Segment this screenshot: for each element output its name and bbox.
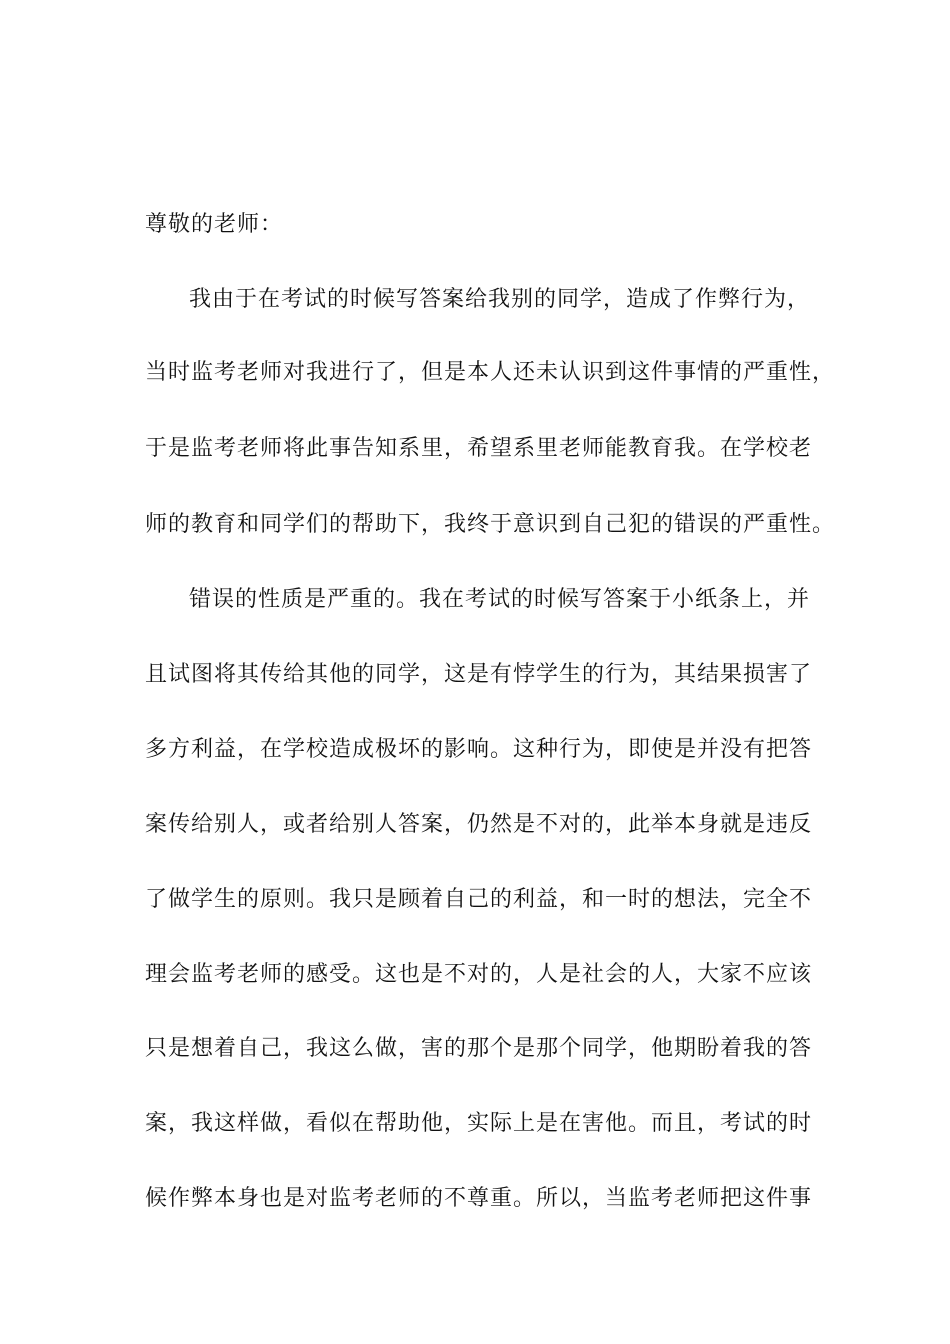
paragraph-2-line-4: 案传给别人，或者给别人答案，仍然是不对的，此举本身就是违反 bbox=[145, 812, 813, 837]
paragraph-2-line-3: 多方利益，在学校造成极坏的影响。这种行为，即使是并没有把答 bbox=[145, 737, 813, 762]
paragraph-2-line-5: 了做学生的原则。我只是顾着自己的利益，和一时的想法，完全不 bbox=[145, 887, 813, 912]
paragraph-1-line-1: 我由于在考试的时候写答案给我别的同学，造成了作弊行为， bbox=[189, 287, 811, 312]
paragraph-1-line-3: 于是监考老师将此事告知系里，希望系里老师能教育我。在学校老 bbox=[145, 436, 813, 461]
paragraph-2-line-6: 理会监考老师的感受。这也是不对的，人是社会的人，大家不应该 bbox=[145, 962, 813, 987]
paragraph-2-line-9: 候作弊本身也是对监考老师的不尊重。所以，当监考老师把这件事 bbox=[145, 1186, 813, 1211]
paragraph-2-line-2: 且试图将其传给其他的同学，这是有悖学生的行为，其结果损害了 bbox=[145, 662, 813, 687]
paragraph-1-line-2: 当时监考老师对我进行了，但是本人还未认识到这件事情的严重性， bbox=[145, 360, 836, 385]
salutation: 尊敬的老师： bbox=[145, 212, 284, 237]
paragraph-2-line-7: 只是想着自己，我这么做，害的那个是那个同学，他期盼着我的答 bbox=[145, 1036, 813, 1061]
paragraph-1-line-4: 师的教育和同学们的帮助下，我终于意识到自己犯的错误的严重性。 bbox=[145, 512, 836, 537]
paragraph-2-line-8: 案，我这样做，看似在帮助他，实际上是在害他。而且，考试的时 bbox=[145, 1111, 813, 1136]
paragraph-2-line-1: 错误的性质是严重的。我在考试的时候写答案于小纸条上，并 bbox=[189, 587, 811, 612]
